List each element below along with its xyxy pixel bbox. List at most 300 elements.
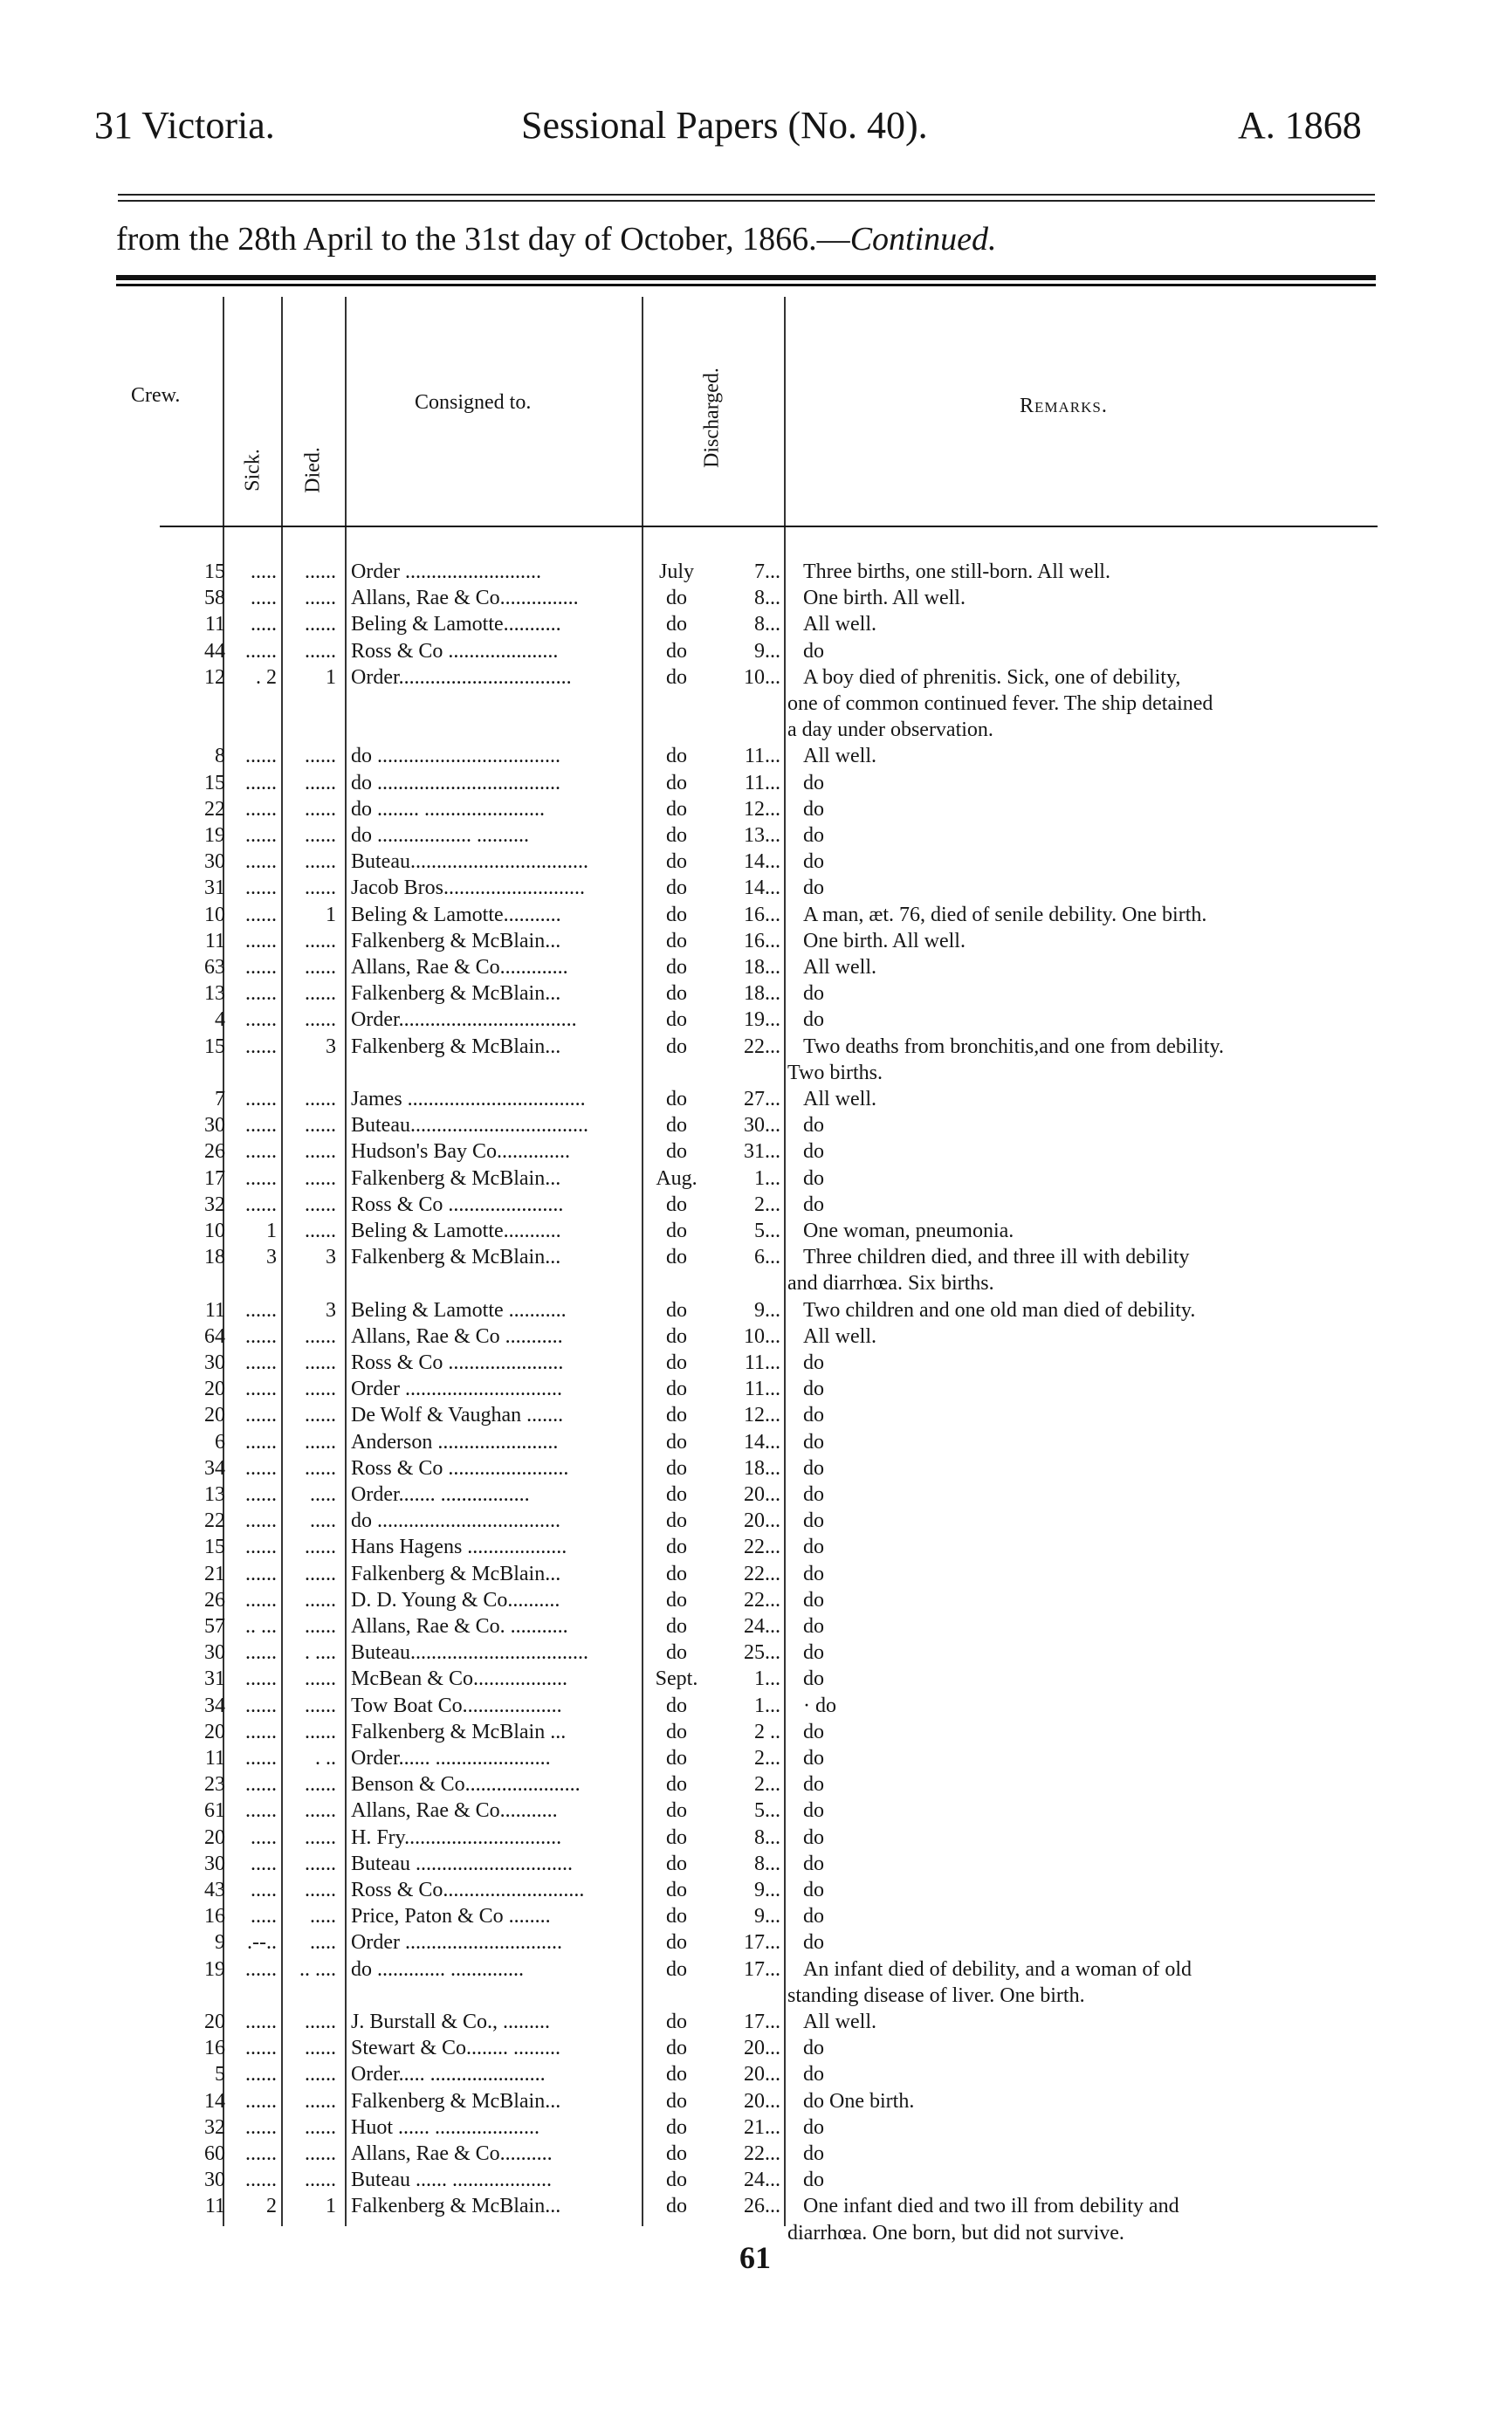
crew-cell: 43 xyxy=(204,1879,225,1901)
consignee-cell: Falkenberg & McBlain... xyxy=(351,2089,561,2113)
consignee-cell: Buteau .............................. xyxy=(351,1852,573,1875)
discharge-month-cell: do xyxy=(666,1324,687,1348)
discharge-month-cell: Sept. xyxy=(655,1667,698,1691)
consignee-cell: D. D. Young & Co.......... xyxy=(351,1588,560,1612)
consignee-cell: Falkenberg & McBlain... xyxy=(351,1246,561,1269)
died-cell: ...... xyxy=(305,587,336,610)
crew-cell: 30 xyxy=(204,1641,225,1665)
crew-cell: 57 xyxy=(204,1615,225,1638)
sick-cell: .--.. xyxy=(247,1931,277,1955)
discharge-day-cell: 22... xyxy=(744,1536,780,1559)
died-cell: ...... xyxy=(305,1667,336,1691)
consignee-cell: Allans, Rae & Co. ........... xyxy=(351,1615,568,1638)
running-header xyxy=(0,103,1512,164)
table-row xyxy=(0,2141,1512,2167)
consignee-cell: Falkenberg & McBlain... xyxy=(351,1166,561,1190)
sick-cell: ..... xyxy=(251,1879,277,1901)
sick-cell: ...... xyxy=(245,639,277,663)
discharge-month-cell: do xyxy=(666,1351,687,1374)
crew-cell: 31 xyxy=(204,877,225,900)
sick-cell: ...... xyxy=(245,1035,277,1058)
died-cell: ...... xyxy=(305,1166,336,1190)
table-row xyxy=(0,1350,1512,1376)
sick-cell: . 2 xyxy=(256,665,277,689)
table-row xyxy=(0,1429,1512,1455)
sick-cell: ...... xyxy=(245,1114,277,1138)
remarks-continuation: a day under observation. xyxy=(787,718,993,742)
remarks-cell: One woman, pneumonia. xyxy=(803,1220,1014,1242)
sick-cell: ...... xyxy=(245,2169,277,2192)
discharge-month-cell: do xyxy=(666,1088,687,1110)
consignee-cell: McBean & Co.................. xyxy=(351,1667,567,1691)
discharge-day-cell: 8... xyxy=(754,1825,780,1849)
crew-cell: 15 xyxy=(204,560,225,583)
consignee-cell: Ross & Co ..................... xyxy=(351,639,559,663)
discharge-month-cell: do xyxy=(666,1905,687,1928)
died-cell: ...... xyxy=(305,1220,336,1242)
crew-cell: 60 xyxy=(204,2142,225,2165)
consignee-cell: Order .......................... xyxy=(351,560,541,583)
remarks-cell: Two children and one old man died of debility. xyxy=(803,1298,1196,1322)
consignee-cell: Order...... ...................... xyxy=(351,1747,551,1770)
sick-cell: ...... xyxy=(245,903,277,926)
remarks-cell: All well. xyxy=(803,613,876,636)
discharge-day-cell: 11... xyxy=(744,1351,780,1374)
sick-cell: ...... xyxy=(245,929,277,952)
consignee-cell: Ross & Co........................... xyxy=(351,1879,585,1901)
crew-cell: 9 xyxy=(215,1931,225,1955)
sick-cell: ...... xyxy=(245,1957,277,1981)
crew-cell: 34 xyxy=(204,1456,225,1480)
discharge-day-cell: 22... xyxy=(744,1588,780,1612)
remarks-cell: One birth. All well. xyxy=(803,587,966,610)
sick-cell: ...... xyxy=(245,1667,277,1691)
discharge-month-cell: do xyxy=(666,797,687,821)
remarks-cell: All well. xyxy=(803,1088,876,1110)
discharge-month-cell: do xyxy=(666,1562,687,1585)
discharge-day-cell: 17... xyxy=(744,1931,780,1955)
remarks-cell: do xyxy=(803,2063,824,2086)
consignee-cell: Ross & Co ....................... xyxy=(351,1456,569,1480)
table-row xyxy=(0,1613,1512,1640)
discharge-month-cell: do xyxy=(666,2195,687,2218)
discharge-day-cell: 20... xyxy=(744,2063,780,2086)
discharge-month-cell: do xyxy=(666,1931,687,1955)
remarks-cell: do xyxy=(803,1773,824,1797)
discharge-day-cell: 2... xyxy=(754,1773,780,1797)
crew-cell: 32 xyxy=(204,1193,225,1216)
discharge-day-cell: 14... xyxy=(744,850,780,874)
died-cell: ...... xyxy=(305,1088,336,1110)
discharge-month-cell: do xyxy=(666,1615,687,1638)
consignee-cell: H. Fry.............................. xyxy=(351,1825,562,1849)
discharge-day-cell: 11... xyxy=(744,1378,780,1401)
remarks-continuation: one of common continued fever. The ship detained xyxy=(787,692,1213,715)
died-cell: ...... xyxy=(305,2142,336,2165)
crew-cell: 44 xyxy=(204,639,225,663)
discharge-month-cell: do xyxy=(666,1483,687,1506)
table-row xyxy=(0,822,1512,849)
died-cell: ...... xyxy=(305,1536,336,1559)
discharge-day-cell: 20... xyxy=(744,1483,780,1506)
died-cell: ...... xyxy=(305,1720,336,1743)
discharge-month-cell: do xyxy=(666,2037,687,2060)
sick-cell: ...... xyxy=(245,1536,277,1559)
table-row xyxy=(0,2167,1512,2193)
crew-cell: 30 xyxy=(204,850,225,874)
crew-cell: 22 xyxy=(204,1509,225,1533)
discharge-day-cell: 17... xyxy=(744,2011,780,2033)
crew-cell: 17 xyxy=(204,1166,225,1190)
discharge-month-cell: do xyxy=(666,1509,687,1533)
consignee-cell: Huot ...... .................... xyxy=(351,2115,540,2139)
discharge-month-cell: do xyxy=(666,745,687,768)
sick-cell: ..... xyxy=(251,613,277,636)
consignee-cell: Falkenberg & McBlain... xyxy=(351,1035,561,1058)
died-cell: 1 xyxy=(326,2195,336,2218)
remarks-cell: do xyxy=(803,1114,824,1138)
remarks-cell: do xyxy=(803,982,824,1006)
table-row xyxy=(0,1903,1512,1929)
died-cell: .. .... xyxy=(299,1957,336,1981)
discharge-month-cell: do xyxy=(666,1114,687,1138)
discharge-day-cell: 19... xyxy=(744,1008,780,1032)
remarks-cell: do xyxy=(803,1536,824,1559)
consignee-cell: Buteau.................................. xyxy=(351,1114,588,1138)
died-cell: ...... xyxy=(305,982,336,1006)
discharge-month-cell: do xyxy=(666,2142,687,2165)
discharge-month-cell: do xyxy=(666,771,687,794)
crew-cell: 11 xyxy=(204,2195,225,2218)
consignee-cell: Hudson's Bay Co.............. xyxy=(351,1140,571,1164)
sick-cell: ...... xyxy=(245,797,277,821)
sick-cell: ..... xyxy=(251,1825,277,1849)
consignee-cell: Tow Boat Co................... xyxy=(351,1694,562,1717)
sick-cell: 3 xyxy=(266,1246,277,1269)
header-session: 31 Victoria. xyxy=(94,104,275,147)
discharge-day-cell: 9... xyxy=(754,1298,780,1322)
remarks-cell: do xyxy=(803,1430,824,1454)
sick-cell: ...... xyxy=(245,1641,277,1665)
table-row xyxy=(0,1825,1512,1851)
header-discharged: Discharged. xyxy=(700,368,724,468)
header-title: Sessional Papers (No. 40). xyxy=(521,104,928,147)
sick-cell: ...... xyxy=(245,1378,277,1401)
table-row xyxy=(0,1192,1512,1218)
crew-cell: 10 xyxy=(204,1220,225,1242)
consignee-cell: do ............. .............. xyxy=(351,1957,524,1981)
discharge-month-cell: do xyxy=(666,1035,687,1058)
discharge-month-cell: do xyxy=(666,1694,687,1717)
died-cell: ...... xyxy=(305,1140,336,1164)
remarks-cell: All well. xyxy=(803,2011,876,2033)
sick-cell: ...... xyxy=(245,1773,277,1797)
died-cell: 3 xyxy=(326,1035,336,1058)
died-cell: ...... xyxy=(305,850,336,874)
remarks-cell: do xyxy=(803,824,824,847)
remarks-cell: do xyxy=(803,1747,824,1770)
table-row xyxy=(0,1745,1512,1771)
sick-cell: ...... xyxy=(245,2063,277,2086)
remarks-cell: do xyxy=(803,1641,824,1665)
table-row xyxy=(0,849,1512,875)
discharge-month-cell: do xyxy=(666,1430,687,1454)
table-row xyxy=(0,954,1512,980)
consignee-cell: De Wolf & Vaughan ....... xyxy=(351,1404,564,1427)
remarks-continuation: standing disease of liver. One birth. xyxy=(787,1983,1085,2007)
sick-cell: ...... xyxy=(245,1193,277,1216)
consignee-cell: Beling & Lamotte........... xyxy=(351,1220,561,1242)
table-row xyxy=(0,664,1512,691)
remarks-cell: do xyxy=(803,1667,824,1691)
discharge-month-cell: do xyxy=(666,1404,687,1427)
sick-cell: ...... xyxy=(245,956,277,979)
died-cell: ..... xyxy=(310,1483,336,1506)
crew-cell: 12 xyxy=(204,665,225,689)
consignee-cell: Falkenberg & McBlain... xyxy=(351,2195,561,2218)
table-row xyxy=(0,875,1512,901)
sick-cell: ...... xyxy=(245,982,277,1006)
header-died: Died. xyxy=(301,447,325,493)
consignee-cell: Ross & Co ...................... xyxy=(351,1193,564,1216)
died-cell: . .. xyxy=(315,1747,336,1770)
sick-cell: ...... xyxy=(245,1509,277,1533)
died-cell: ...... xyxy=(305,639,336,663)
remarks-cell: All well. xyxy=(803,956,876,979)
discharge-month-cell: July xyxy=(658,560,694,583)
died-cell: ...... xyxy=(305,2037,336,2060)
discharge-day-cell: 9... xyxy=(754,1879,780,1901)
discharge-month-cell: do xyxy=(666,1720,687,1743)
died-cell: ...... xyxy=(305,877,336,900)
discharge-day-cell: 16... xyxy=(744,929,780,952)
table-row xyxy=(0,1587,1512,1613)
discharge-day-cell: 12... xyxy=(744,797,780,821)
consignee-cell: Beling & Lamotte........... xyxy=(351,903,561,926)
page-number: 61 xyxy=(739,2240,771,2275)
crew-cell: 4 xyxy=(215,1008,225,1032)
discharge-day-cell: 20... xyxy=(744,2089,780,2113)
sick-cell: ...... xyxy=(245,824,277,847)
discharge-day-cell: 12... xyxy=(744,1404,780,1427)
discharge-month-cell: do xyxy=(666,639,687,663)
sick-cell: ..... xyxy=(251,1852,277,1875)
discharge-month-cell: do xyxy=(666,613,687,636)
died-cell: ...... xyxy=(305,1879,336,1901)
table-row xyxy=(0,743,1512,769)
table-row xyxy=(0,1402,1512,1428)
remarks-cell: Three births, one still-born. All well. xyxy=(803,560,1110,583)
discharge-day-cell: 18... xyxy=(744,956,780,979)
discharge-day-cell: 22... xyxy=(744,2142,780,2165)
table-row xyxy=(0,1666,1512,1692)
crew-cell: 20 xyxy=(204,2011,225,2033)
crew-cell: 6 xyxy=(215,1430,225,1454)
table-row xyxy=(0,2009,1512,2035)
discharge-day-cell: 27... xyxy=(744,1088,780,1110)
table-row xyxy=(0,1481,1512,1508)
table-row xyxy=(0,1376,1512,1402)
discharge-month-cell: do xyxy=(666,1008,687,1032)
crew-cell: 22 xyxy=(204,797,225,821)
discharge-month-cell: do xyxy=(666,824,687,847)
discharge-month-cell: do xyxy=(666,1957,687,1981)
consignee-cell: Falkenberg & McBlain... xyxy=(351,982,561,1006)
table-row xyxy=(0,928,1512,954)
discharge-day-cell: 14... xyxy=(744,877,780,900)
discharge-month-cell: do xyxy=(666,1456,687,1480)
died-cell: ...... xyxy=(305,2115,336,2139)
sick-cell: ...... xyxy=(245,771,277,794)
table-row xyxy=(0,1956,1512,1983)
sick-cell: ...... xyxy=(245,2011,277,2033)
discharge-day-cell: 5... xyxy=(754,1220,780,1242)
table-row xyxy=(0,1771,1512,1798)
sick-cell: 2 xyxy=(266,2195,277,2218)
discharge-day-cell: 22... xyxy=(744,1562,780,1585)
header-bottom-rule xyxy=(160,526,1378,527)
died-cell: ..... xyxy=(310,1509,336,1533)
discharge-month-cell: do xyxy=(666,1140,687,1164)
table-row xyxy=(0,1007,1512,1033)
sick-cell: ...... xyxy=(245,1430,277,1454)
sick-cell: ...... xyxy=(245,1008,277,1032)
table-row xyxy=(0,1508,1512,1534)
discharge-day-cell: 11... xyxy=(744,771,780,794)
crew-cell: 32 xyxy=(204,2115,225,2139)
sick-cell: ...... xyxy=(245,1324,277,1348)
died-cell: ...... xyxy=(305,1404,336,1427)
remarks-cell: An infant died of debility, and a woman of old xyxy=(803,1957,1192,1981)
remarks-cell: One infant died and two ill from debility and xyxy=(803,2195,1179,2218)
died-cell: . .... xyxy=(305,1641,336,1665)
died-cell: ...... xyxy=(305,1378,336,1401)
table-row xyxy=(0,1323,1512,1350)
discharge-day-cell: 8... xyxy=(754,587,780,610)
died-cell: ...... xyxy=(305,824,336,847)
discharge-month-cell: do xyxy=(666,1536,687,1559)
consignee-cell: Ross & Co ...................... xyxy=(351,1351,564,1374)
remarks-cell: do xyxy=(803,1905,824,1928)
table-row xyxy=(0,1877,1512,1903)
consignee-cell: Beling & Lamotte........... xyxy=(351,613,561,636)
sick-cell: ...... xyxy=(245,1166,277,1190)
remarks-cell: do xyxy=(803,1166,824,1190)
consignee-cell: do ................................... xyxy=(351,1509,560,1533)
died-cell: ...... xyxy=(305,771,336,794)
remarks-cell: do xyxy=(803,1378,824,1401)
consignee-cell: Allans, Rae & Co........... xyxy=(351,1799,558,1823)
crew-cell: 63 xyxy=(204,956,225,979)
remarks-cell: do xyxy=(803,2115,824,2139)
remarks-cell: Two deaths from bronchitis,and one from debility. xyxy=(803,1035,1224,1058)
table-row xyxy=(0,1693,1512,1719)
consignee-cell: Order.................................. xyxy=(351,1008,577,1032)
crew-cell: 11 xyxy=(204,929,225,952)
table-row xyxy=(0,1798,1512,1824)
header-year: A. 1868 xyxy=(1238,104,1362,147)
discharge-month-cell: do xyxy=(666,1773,687,1797)
discharge-month-cell: do xyxy=(666,877,687,900)
died-cell: ...... xyxy=(305,1562,336,1585)
crew-cell: 16 xyxy=(204,1905,225,1928)
table-row xyxy=(0,770,1512,796)
died-cell: ...... xyxy=(305,1615,336,1638)
table-row xyxy=(0,980,1512,1007)
sick-cell: ...... xyxy=(245,2142,277,2165)
consignee-cell: Order................................. xyxy=(351,665,572,689)
discharge-day-cell: 2... xyxy=(754,1193,780,1216)
table-row xyxy=(0,611,1512,637)
table-row xyxy=(0,1640,1512,1666)
remarks-cell: do xyxy=(803,1008,824,1032)
crew-cell: 61 xyxy=(204,1799,225,1823)
discharge-day-cell: 6... xyxy=(754,1246,780,1269)
died-cell: ...... xyxy=(305,1825,336,1849)
crew-cell: 64 xyxy=(204,1324,225,1348)
table-row xyxy=(0,2088,1512,2114)
sick-cell: ...... xyxy=(245,1298,277,1322)
remarks-cell: do xyxy=(803,1852,824,1875)
crew-cell: 13 xyxy=(204,982,225,1006)
crew-cell: 23 xyxy=(204,1773,225,1797)
remarks-cell: do xyxy=(803,1509,824,1533)
consignee-cell: Hans Hagens ................... xyxy=(351,1536,567,1559)
remarks-continuation: and diarrhœa. Six births. xyxy=(787,1272,994,1296)
died-cell: ...... xyxy=(305,797,336,821)
consignee-cell: Order....... ................. xyxy=(351,1483,530,1506)
died-cell: ...... xyxy=(305,1456,336,1480)
crew-cell: 30 xyxy=(204,1114,225,1138)
remarks-cell: do xyxy=(803,2037,824,2060)
consignee-cell: Allans, Rae & Co............. xyxy=(351,956,568,979)
crew-cell: 30 xyxy=(204,1351,225,1374)
table-row xyxy=(0,1165,1512,1192)
crew-cell: 5 xyxy=(215,2063,225,2086)
sick-cell: ...... xyxy=(245,1562,277,1585)
header-rule xyxy=(118,194,1375,196)
remarks-cell: do xyxy=(803,1615,824,1638)
consignee-cell: James .................................. xyxy=(351,1088,586,1110)
table-row xyxy=(0,1112,1512,1138)
remarks-cell: One birth. All well. xyxy=(803,929,966,952)
remarks-cell: do xyxy=(803,639,824,663)
consignee-cell: Anderson ....................... xyxy=(351,1430,559,1454)
died-cell: ...... xyxy=(305,2011,336,2033)
remarks-continuation: diarrhœa. One born, but did not survive. xyxy=(787,2221,1124,2245)
discharge-day-cell: 7... xyxy=(754,560,780,583)
table-row xyxy=(0,1034,1512,1060)
remarks-cell: do xyxy=(803,1931,824,1955)
crew-cell: 18 xyxy=(204,1246,225,1269)
table-row xyxy=(0,2061,1512,2087)
crew-cell: 19 xyxy=(204,1957,225,1981)
sick-cell: ...... xyxy=(245,1140,277,1164)
table-row xyxy=(0,638,1512,664)
remarks-cell: A boy died of phrenitis. Sick, one of debility, xyxy=(803,665,1181,689)
table-row xyxy=(0,1218,1512,1244)
crew-cell: 58 xyxy=(204,587,225,610)
table-row xyxy=(0,1851,1512,1877)
crew-cell: 13 xyxy=(204,1483,225,1506)
discharge-day-cell: 1... xyxy=(754,1667,780,1691)
died-cell: 3 xyxy=(326,1246,336,1269)
discharge-day-cell: 14... xyxy=(744,1430,780,1454)
discharge-month-cell: do xyxy=(666,850,687,874)
crew-cell: 34 xyxy=(204,1694,225,1717)
died-cell: 3 xyxy=(326,1298,336,1322)
table-row xyxy=(0,796,1512,822)
